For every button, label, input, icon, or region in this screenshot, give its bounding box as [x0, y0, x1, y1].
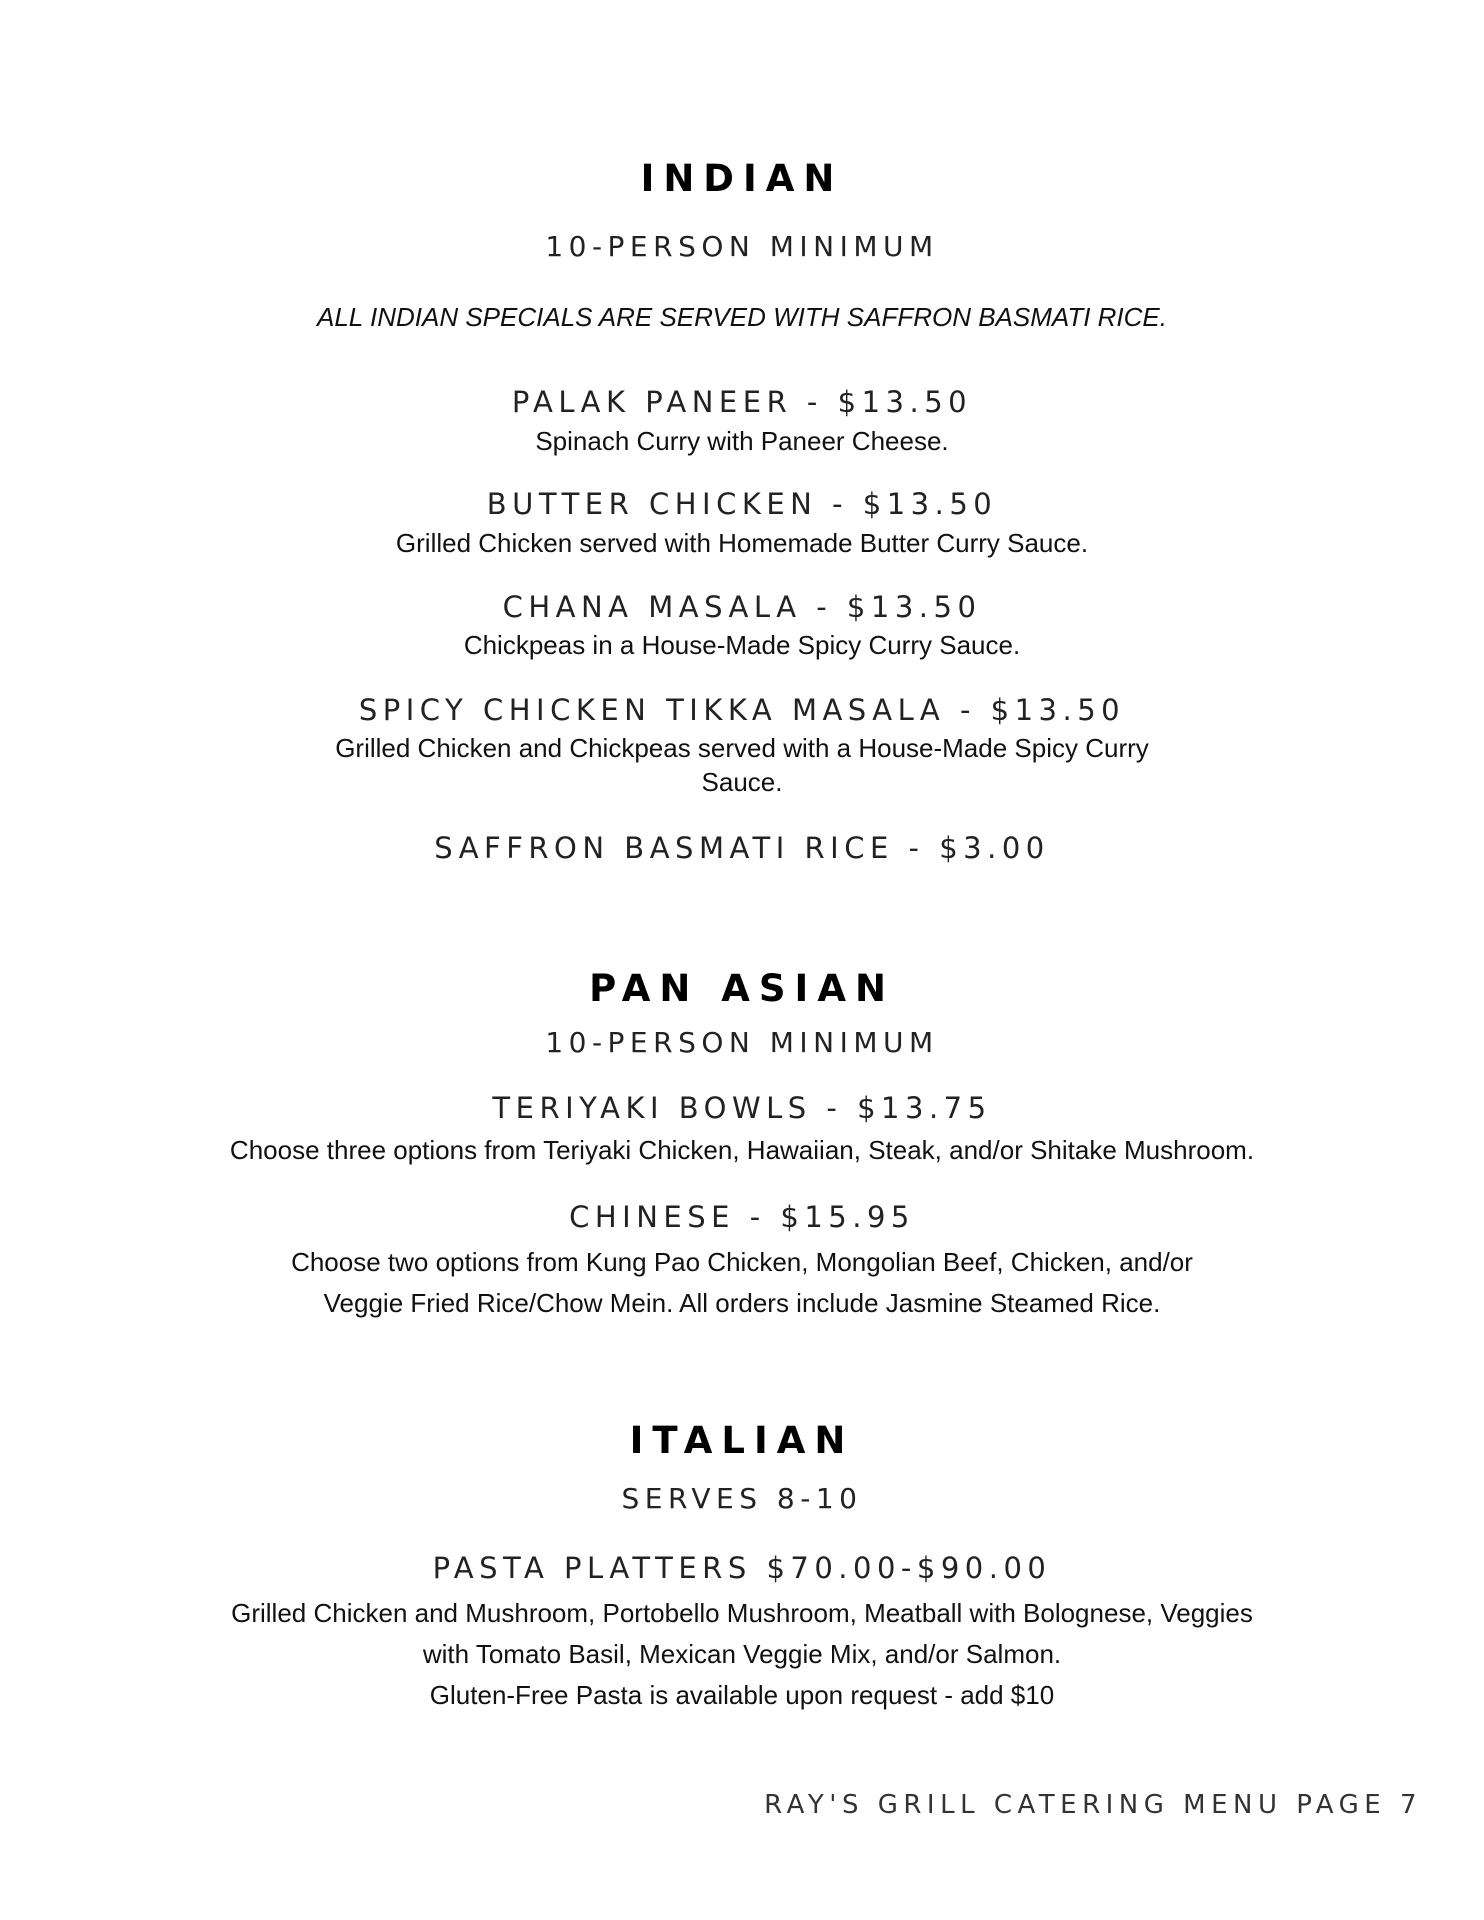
item-title: CHINESE - $15.95 — [569, 1200, 915, 1234]
item-title: PASTA PLATTERS $70.00-$90.00 — [432, 1551, 1052, 1585]
pan-asian-minimum: 10-PERSON MINIMUM — [545, 1026, 939, 1059]
item-desc-line-2: Veggie Fried Rice/Chow Mein. All orders include Jasmine Steamed Rice. — [323, 1288, 1161, 1318]
item-title: TERIYAKI BOWLS - $13.75 — [492, 1091, 992, 1125]
item-desc: Chickpeas in a House-Made Spicy Curry Sauce. — [463, 630, 1021, 660]
indian-minimum: 10-PERSON MINIMUM — [545, 230, 939, 263]
item-desc-line-1: Grilled Chicken and Chickpeas served with a House-Made Spicy Curry — [335, 733, 1149, 763]
pan-asian-minimum-block — [0, 1026, 1484, 1059]
item-desc-line-1: Choose two options from Kung Pao Chicken, Mongolian Beef, Chicken, and/or — [291, 1247, 1193, 1277]
italian-heading: ITALIAN — [629, 1419, 855, 1462]
menu-item-saffron-rice — [0, 831, 1484, 865]
item-desc-line-2: with Tomato Basil, Mexican Veggie Mix, and/or Salmon. — [422, 1639, 1062, 1669]
menu-item-chinese — [0, 1200, 1484, 1234]
menu-item-butter-chicken — [0, 487, 1484, 521]
italian-serves-block — [0, 1482, 1484, 1515]
indian-heading: INDIAN — [640, 157, 844, 200]
item-desc: Choose three options from Teriyaki Chicken, Hawaiian, Steak, and/or Shitake Mushroom. — [229, 1135, 1255, 1165]
item-desc: Spinach Curry with Paneer Cheese. — [535, 426, 949, 456]
menu-item-chana-masala — [0, 590, 1484, 624]
pan-asian-heading-block — [0, 967, 1484, 1010]
item-title: CHANA MASALA - $13.50 — [502, 590, 982, 624]
indian-note: ALL INDIAN SPECIALS ARE SERVED WITH SAFFRON BASMATI RICE. — [316, 302, 1167, 332]
item-title: PALAK PANEER - $13.50 — [511, 385, 973, 419]
item-desc-line-2: Sauce. — [701, 767, 783, 797]
menu-item-palak-paneer — [0, 385, 1484, 419]
menu-item-tikka-masala — [0, 693, 1484, 727]
indian-minimum-block — [0, 230, 1484, 263]
menu-item-pasta-platters-desc — [0, 1593, 1484, 1716]
item-title: BUTTER CHICKEN - $13.50 — [486, 487, 998, 521]
menu-item-pasta-platters — [0, 1551, 1484, 1585]
menu-item-teriyaki-bowls — [0, 1091, 1484, 1125]
pan-asian-heading: PAN ASIAN — [589, 967, 895, 1010]
menu-item-palak-paneer-desc — [0, 424, 1484, 458]
item-title: SPICY CHICKEN TIKKA MASALA - $13.50 — [358, 693, 1126, 727]
menu-item-butter-chicken-desc — [0, 526, 1484, 560]
item-title: SAFFRON BASMATI RICE - $3.00 — [434, 831, 1050, 865]
page-footer: RAY'S GRILL CATERING MENU PAGE 7 — [764, 1790, 1422, 1820]
menu-item-tikka-masala-desc — [0, 731, 1484, 799]
italian-heading-block — [0, 1419, 1484, 1462]
item-desc: Grilled Chicken served with Homemade Butter Curry Sauce. — [395, 528, 1089, 558]
menu-item-teriyaki-bowls-desc — [0, 1133, 1484, 1167]
item-desc-line-3: Gluten-Free Pasta is available upon request - add $10 — [429, 1680, 1055, 1710]
indian-heading-block — [0, 157, 1484, 200]
indian-note-block — [0, 302, 1484, 333]
menu-item-chana-masala-desc — [0, 628, 1484, 662]
menu-item-chinese-desc — [0, 1242, 1484, 1324]
item-desc-line-1: Grilled Chicken and Mushroom, Portobello Mushroom, Meatball with Bolognese, Veggies — [231, 1598, 1253, 1628]
italian-serves: SERVES 8-10 — [621, 1482, 863, 1515]
